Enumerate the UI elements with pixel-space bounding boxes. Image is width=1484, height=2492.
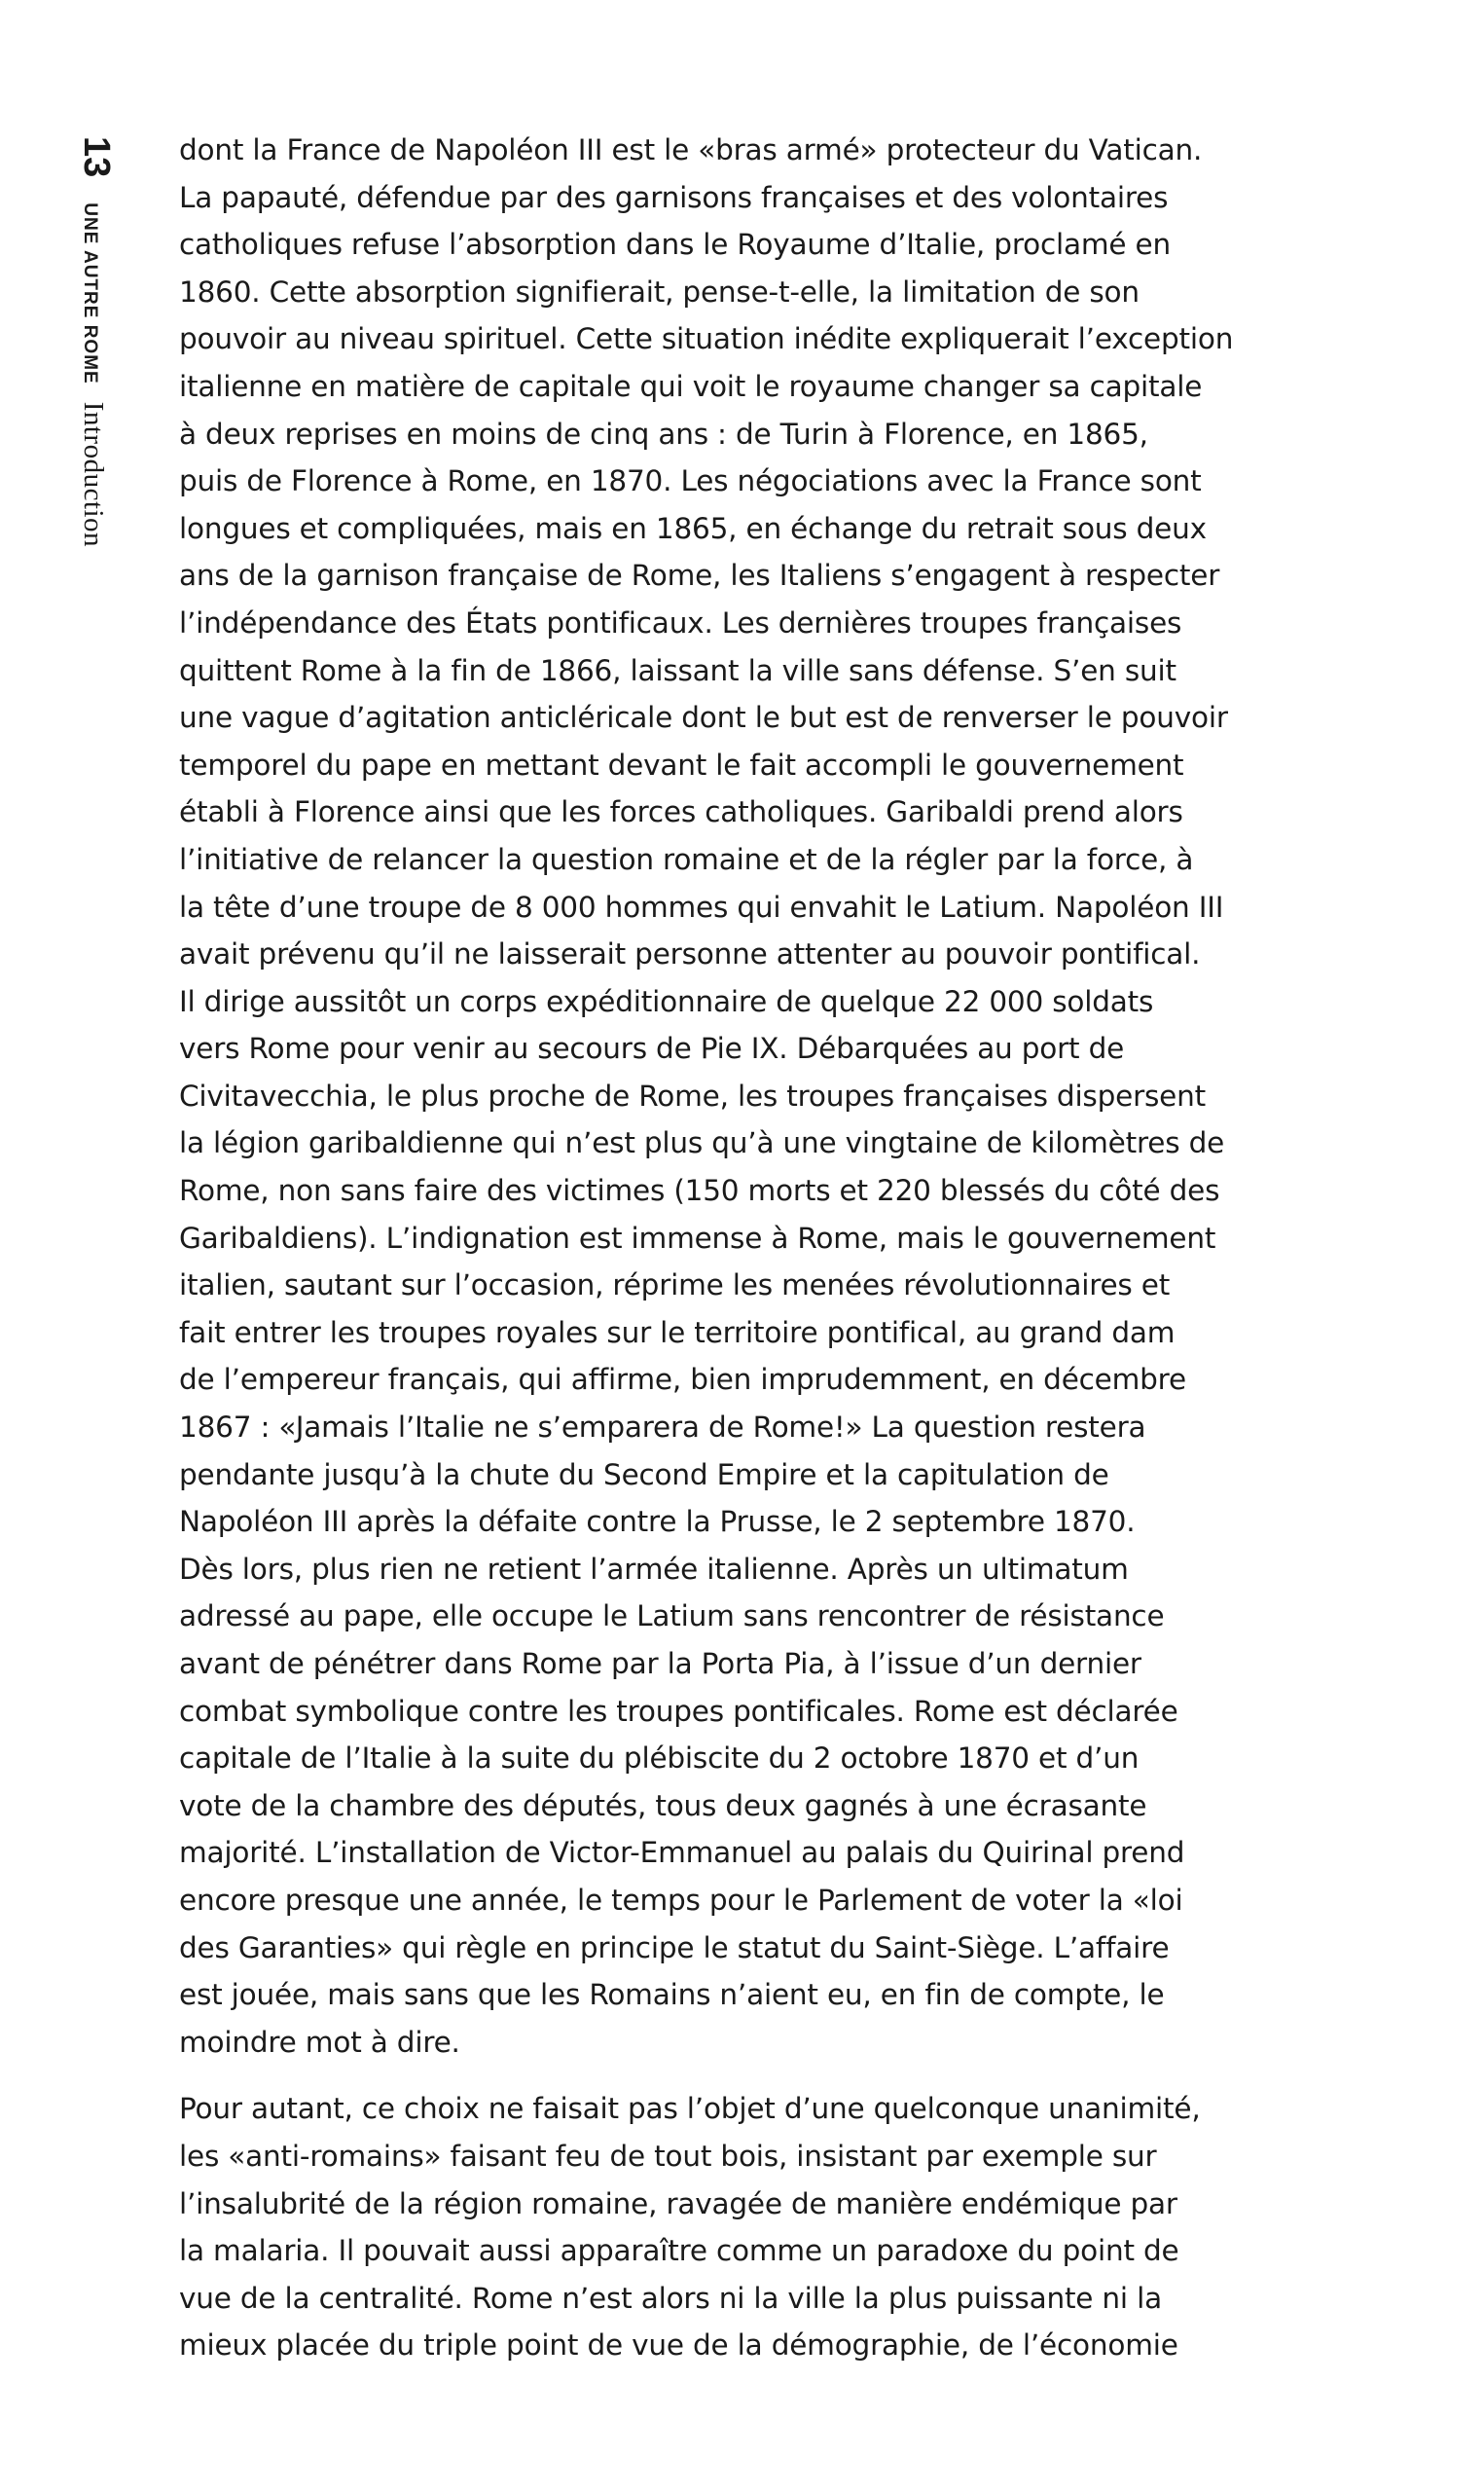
text-line: mieux placée du triple point de vue de la démographie, de l’économie — [179, 2328, 1178, 2363]
text-line: fait entrer les troupes royales sur le territoire pontifical, au grand dam — [179, 1315, 1176, 1349]
text-line: adressé au pape, elle occupe le Latium sans rencontrer de résistance — [179, 1599, 1165, 1633]
text-line: dont la France de Napoléon III est le «bras armé» protecteur du Vatican. — [179, 133, 1203, 166]
text-line: avait prévenu qu’il ne laisserait personne attenter au pouvoir pontifical. — [179, 937, 1201, 971]
text-line: combat symbolique contre les troupes pontificales. Rome est déclarée — [179, 1694, 1178, 1728]
text-line: temporel du pape en mettant devant le fait accompli le gouvernement — [179, 748, 1184, 782]
text-line: Napoléon III après la défaite contre la Prusse, le 2 septembre 1870. — [179, 1505, 1136, 1539]
text-line: vote de la chambre des députés, tous deux gagnés à une écrasante — [179, 1788, 1147, 1822]
text-line: à deux reprises en moins de cinq ans : de Turin à Florence, en 1865, — [179, 417, 1148, 451]
text-line: pendante jusqu’à la chute du Second Empire et la capitulation de — [179, 1457, 1109, 1491]
paragraph — [179, 127, 1352, 2066]
text-line: longues et compliquées, mais en 1865, en échange du retrait sous deux — [179, 511, 1207, 545]
text-line: 1860. Cette absorption signifierait, pense-t-elle, la limitation de son — [179, 275, 1140, 309]
running-head — [58, 136, 117, 642]
text-line: avant de pénétrer dans Rome par la Porta Pia, à l’issue d’un dernier — [179, 1647, 1141, 1680]
book-title: UNE AUTRE ROME — [80, 202, 100, 385]
text-line: des Garanties» qui règle en principe le statut du Saint-Siège. L’affaire — [179, 1930, 1170, 1964]
text-line: pouvoir au niveau spirituel. Cette situation inédite expliquerait l’exception — [179, 322, 1234, 356]
text-line: l’initiative de relancer la question romaine et de la régler par la force, à — [179, 842, 1194, 876]
text-line: la légion garibaldienne qui n’est plus qu’à une vingtaine de kilomètres de — [179, 1126, 1225, 1160]
text-line: Garibaldiens). L’indignation est immense à Rome, mais le gouvernement — [179, 1221, 1216, 1255]
text-line: est jouée, mais sans que les Romains n’aient eu, en fin de compte, le — [179, 1978, 1165, 2012]
text-line: majorité. L’installation de Victor-Emmanuel au palais du Quirinal prend — [179, 1836, 1185, 1870]
text-line: ans de la garnison française de Rome, les Italiens s’engagent à respecter — [179, 559, 1220, 593]
text-line: puis de Florence à Rome, en 1870. Les négociations avec la France sont — [179, 464, 1202, 498]
text-line: l’indépendance des États pontificaux. Les dernières troupes françaises — [179, 605, 1182, 640]
chapter-title: Introduction — [78, 401, 109, 548]
text-line: moindre mot à dire. — [179, 2025, 460, 2059]
text-line: la malaria. Il pouvait aussi apparaître comme un paradoxe du point de — [179, 2234, 1179, 2268]
body-text — [179, 127, 1352, 2369]
paragraph — [179, 2085, 1352, 2369]
text-line: Il dirige aussitôt un corps expéditionnaire de quelque 22 000 soldats — [179, 984, 1154, 1018]
text-line: capitale de l’Italie à la suite du plébiscite du 2 octobre 1870 et d’un — [179, 1741, 1140, 1776]
text-line: Civitavecchia, le plus proche de Rome, les troupes françaises dispersent — [179, 1079, 1206, 1113]
text-line: catholiques refuse l’absorption dans le Royaume d’Italie, proclamé en — [179, 228, 1171, 262]
text-line: quittent Rome à la fin de 1866, laissant la ville sans défense. S’en suit — [179, 653, 1176, 687]
text-line: encore presque une année, le temps pour le Parlement de voter la «loi — [179, 1883, 1183, 1917]
text-line: vue de la centralité. Rome n’est alors ni la ville la plus puissante ni la — [179, 2281, 1162, 2315]
text-line: La papauté, défendue par des garnisons françaises et des volontaires — [179, 180, 1169, 214]
text-line: 1867 : «Jamais l’Italie ne s’emparera de Rome!» La question restera — [179, 1411, 1146, 1445]
text-line: Dès lors, plus rien ne retient l’armée italienne. Après un ultimatum — [179, 1552, 1129, 1586]
text-line: italienne en matière de capitale qui voit le royaume changer sa capitale — [179, 369, 1203, 403]
text-line: Rome, non sans faire des victimes (150 morts et 220 blessés du côté des — [179, 1174, 1220, 1208]
page-number: 13 — [76, 136, 117, 178]
text-line: italien, sautant sur l’occasion, réprime les menées révolutionnaires et — [179, 1268, 1171, 1302]
text-line: établi à Florence ainsi que les forces catholiques. Garibaldi prend alors — [179, 795, 1183, 829]
text-line: la tête d’une troupe de 8 000 hommes qui envahit le Latium. Napoléon III — [179, 890, 1224, 924]
text-line: vers Rome pour venir au secours de Pie IX. Débarquées au port de — [179, 1032, 1125, 1066]
text-line: l’insalubrité de la région romaine, ravagée de manière endémique par — [179, 2186, 1177, 2220]
text-line: Pour autant, ce choix ne faisait pas l’objet d’une quelconque unanimité, — [179, 2092, 1201, 2126]
text-line: de l’empereur français, qui affirme, bien imprudemment, en décembre — [179, 1363, 1186, 1397]
text-line: les «anti-romains» faisant feu de tout bois, insistant par exemple sur — [179, 2139, 1157, 2173]
text-line: une vague d’agitation anticléricale dont le but est de renverser le pouvoir — [179, 701, 1228, 735]
